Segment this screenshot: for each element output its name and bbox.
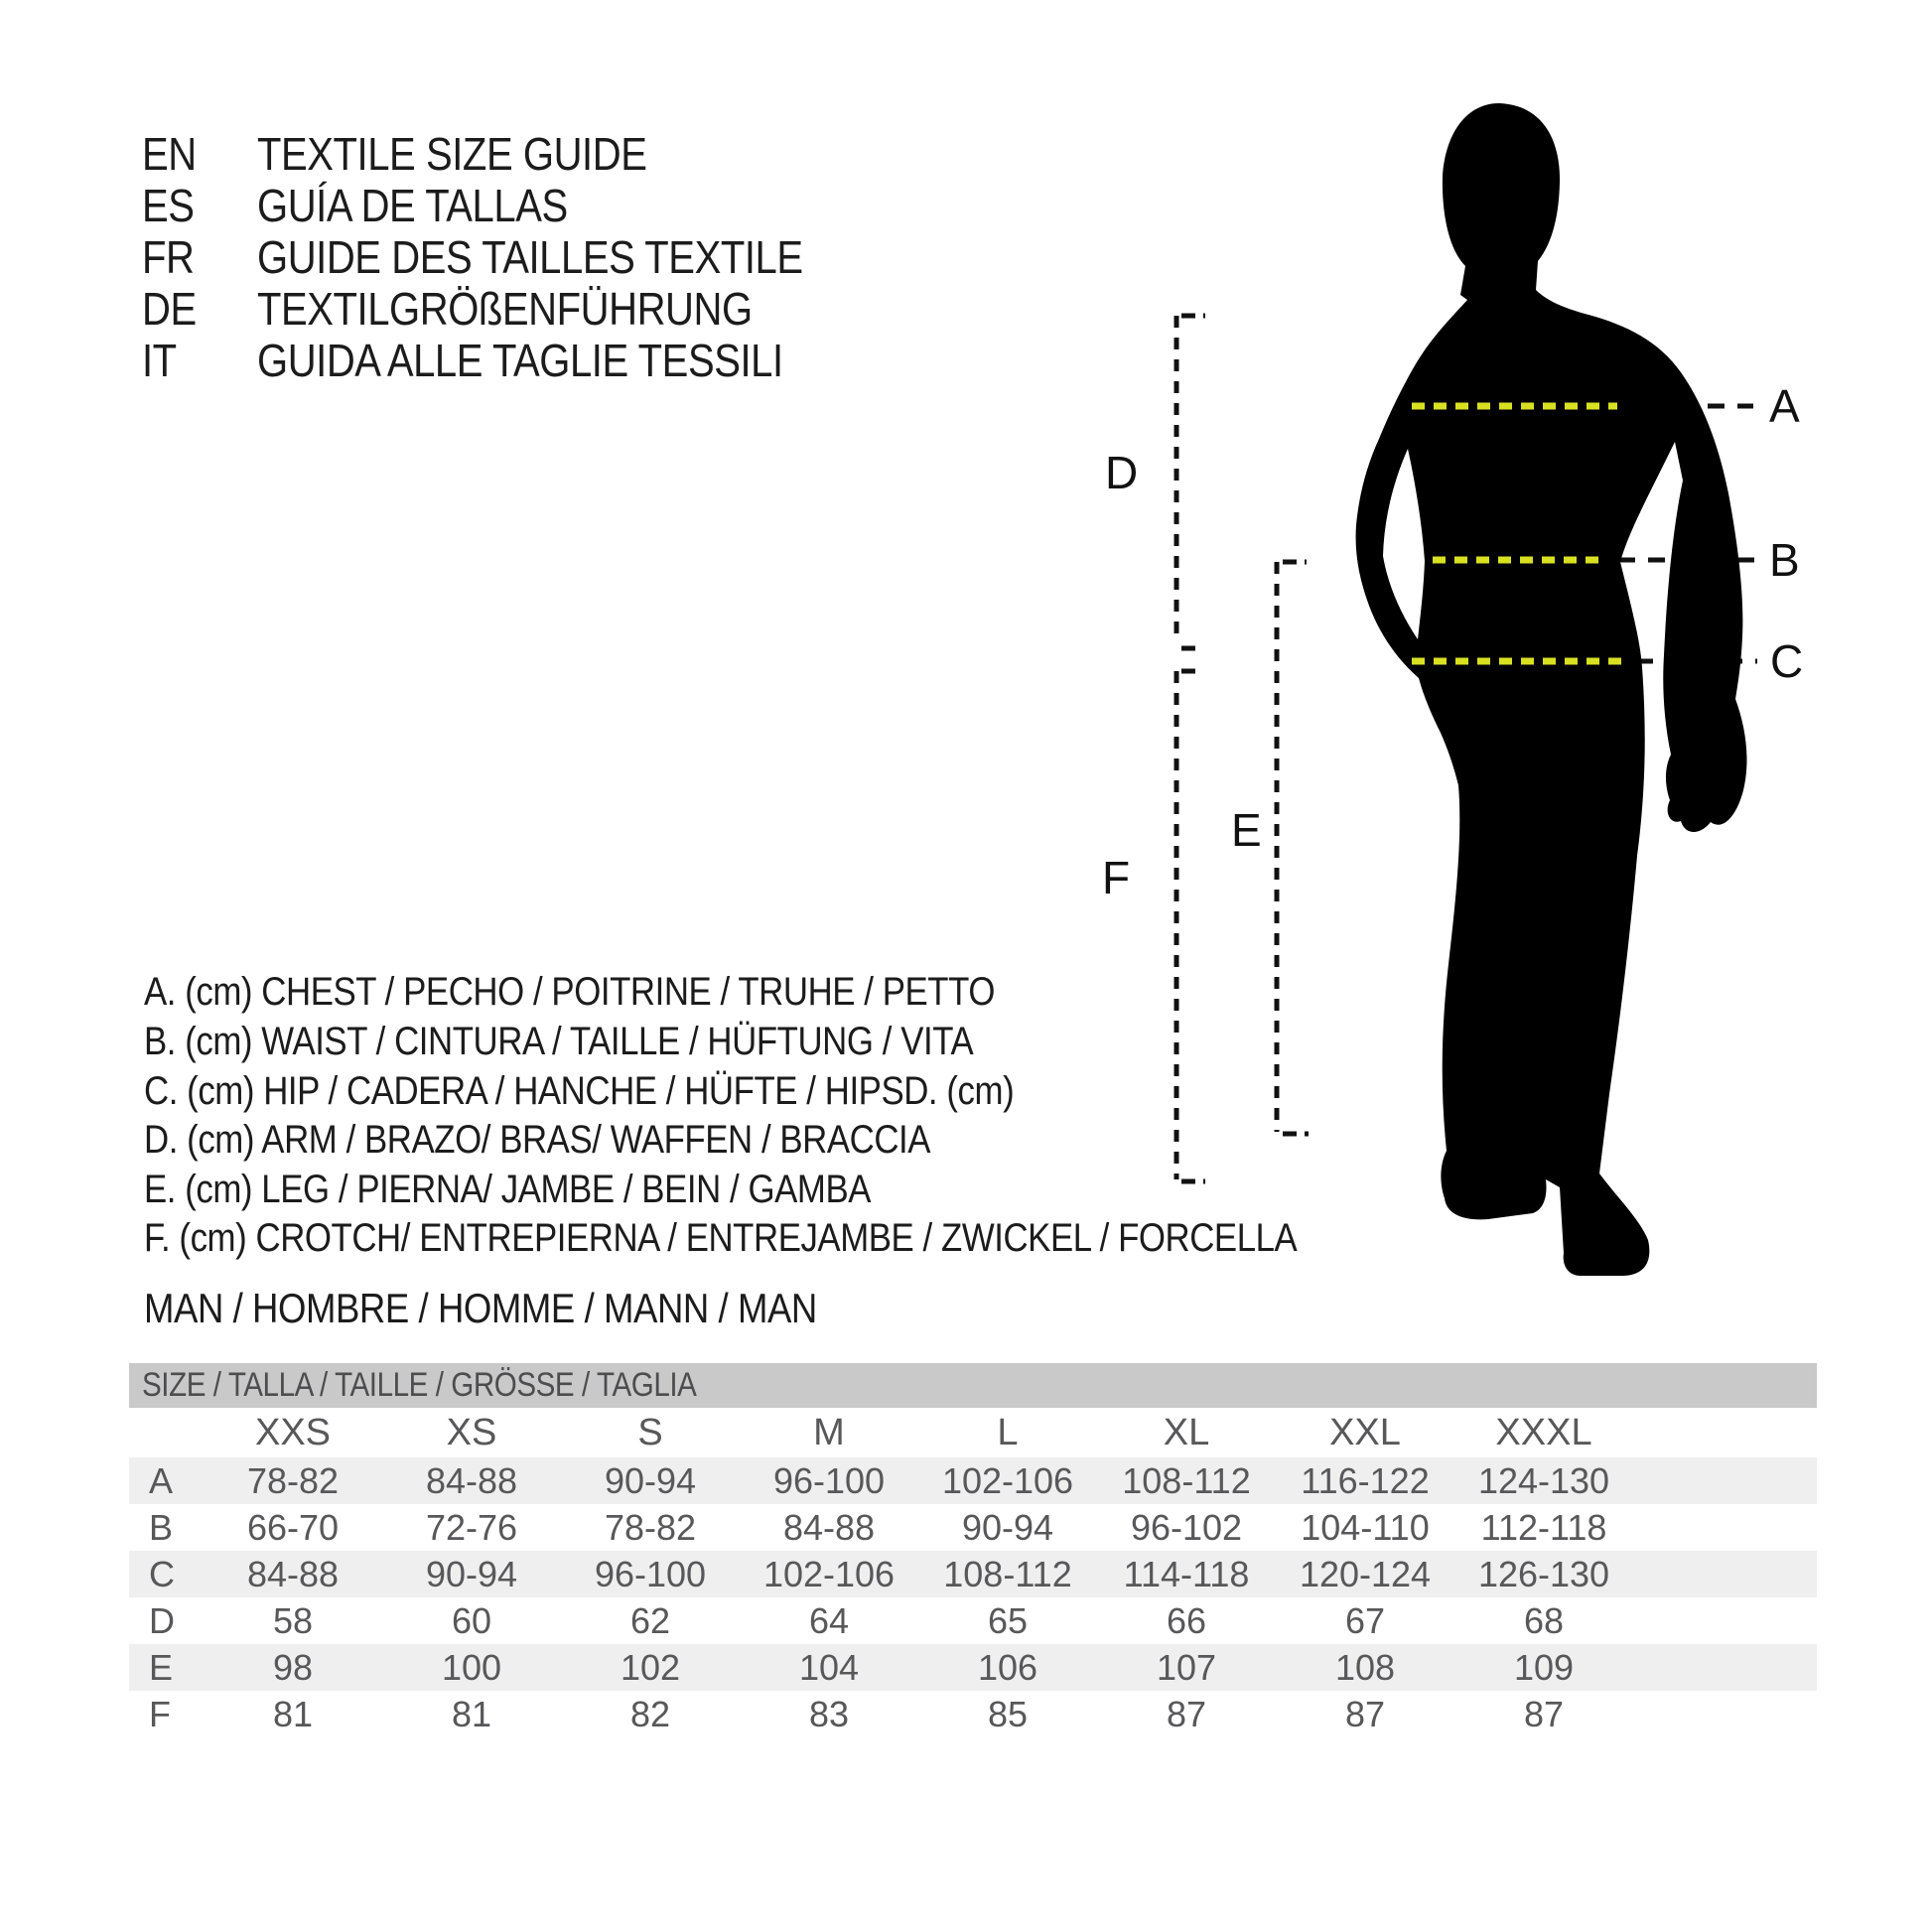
cell-d-xxl: 67 — [1344, 1599, 1386, 1641]
cell-d-m: 64 — [808, 1599, 850, 1641]
cell-d-s: 62 — [629, 1599, 671, 1641]
cell-e-xs: 100 — [441, 1646, 502, 1688]
man-silhouette — [1356, 103, 1747, 1276]
cell-a-xxxl: 124-130 — [1477, 1459, 1610, 1501]
cell-a-xxs: 78-82 — [246, 1459, 340, 1501]
cell-b-xxl: 104-110 — [1301, 1506, 1430, 1548]
legend-line-e: E. (cm) LEG / PIERNA/ JAMBE / BEIN / GAMBA — [144, 1167, 872, 1211]
cell-a-xs: 84-88 — [425, 1459, 518, 1501]
cell-c-m: 102-106 — [762, 1553, 896, 1594]
table-row-e — [129, 1644, 1817, 1691]
page-title-de: TEXTILGRÖßENFÜHRUNG — [257, 283, 753, 335]
cell-f-xxxl: 87 — [1523, 1693, 1565, 1734]
size-table-header-row — [129, 1408, 1817, 1457]
size-col-l: L — [997, 1411, 1019, 1453]
cell-b-s: 78-82 — [604, 1506, 697, 1548]
cell-f-xl: 87 — [1166, 1693, 1207, 1734]
page-title-en: TEXTILE SIZE GUIDE — [257, 128, 647, 180]
cell-c-xl: 114-118 — [1123, 1553, 1250, 1594]
size-col-s: S — [637, 1411, 663, 1453]
size-table-title: SIZE / TALLA / TAILLE / GRÖSSE / TAGLIA — [142, 1366, 697, 1404]
size-col-xs: XS — [446, 1411, 497, 1453]
cell-b-xxxl: 112-118 — [1480, 1506, 1607, 1548]
cell-a-m: 96-100 — [772, 1459, 886, 1501]
cell-f-xxl: 87 — [1344, 1693, 1386, 1734]
cell-b-xl: 96-102 — [1130, 1506, 1243, 1548]
row-label-b: B — [149, 1506, 174, 1548]
legend-line-d: D. (cm) ARM / BRAZO/ BRAS/ WAFFEN / BRACCIA — [144, 1117, 931, 1162]
cell-f-xxs: 81 — [272, 1693, 314, 1734]
lang-code-en: EN — [142, 128, 197, 180]
table-row-c — [129, 1551, 1817, 1597]
table-row-f — [129, 1691, 1817, 1737]
size-table — [129, 1363, 1817, 1737]
figure-label-f: F — [1102, 852, 1131, 903]
cell-b-l: 90-94 — [961, 1506, 1054, 1548]
size-col-xxxl: XXXL — [1495, 1411, 1592, 1453]
table-row-d — [129, 1597, 1817, 1644]
legend-line-b: B. (cm) WAIST / CINTURA / TAILLE / HÜFTUNG / VITA — [144, 1019, 974, 1063]
size-col-xxl: XXL — [1329, 1411, 1401, 1453]
row-label-a: A — [149, 1459, 174, 1501]
cell-d-xxxl: 68 — [1523, 1599, 1565, 1641]
figure-label-a: A — [1769, 380, 1800, 432]
lang-code-es: ES — [142, 180, 195, 231]
cell-f-xs: 81 — [451, 1693, 492, 1734]
figure-label-e: E — [1231, 804, 1262, 856]
page-title-es: GUÍA DE TALLAS — [257, 180, 568, 231]
cell-a-s: 90-94 — [604, 1459, 697, 1501]
row-label-d: D — [149, 1599, 175, 1641]
size-table-title-band — [129, 1363, 1817, 1408]
table-row-a — [129, 1457, 1817, 1504]
row-label-f: F — [149, 1693, 171, 1734]
cell-b-xs: 72-76 — [425, 1506, 518, 1548]
legend-line-a: A. (cm) CHEST / PECHO / POITRINE / TRUHE / PETTO — [144, 969, 995, 1014]
legend-line-c: C. (cm) HIP / CADERA / HANCHE / HÜFTE / HIPSD. (cm) — [144, 1068, 1015, 1113]
cell-e-s: 102 — [620, 1646, 681, 1688]
size-col-xl: XL — [1163, 1411, 1210, 1453]
cell-c-xxxl: 126-130 — [1477, 1553, 1610, 1594]
cell-b-m: 84-88 — [782, 1506, 876, 1548]
row-label-e: E — [149, 1646, 174, 1688]
category-line: MAN / HOMBRE / HOMME / MANN / MAN — [144, 1285, 817, 1331]
size-col-xxs: XXS — [254, 1411, 332, 1453]
cell-f-m: 83 — [808, 1693, 850, 1734]
cell-d-l: 65 — [987, 1599, 1029, 1641]
table-row-b — [129, 1504, 1817, 1551]
cell-c-l: 108-112 — [943, 1553, 1072, 1594]
figure-label-d: D — [1105, 447, 1139, 498]
vertical-measure-lines — [1176, 316, 1309, 1181]
row-label-c: C — [149, 1553, 175, 1594]
page-title-fr: GUIDE DES TAILLES TEXTILE — [257, 231, 803, 283]
measurement-figure — [1072, 89, 1807, 1301]
cell-d-xs: 60 — [451, 1599, 492, 1641]
cell-b-xxs: 66-70 — [246, 1506, 340, 1548]
cell-c-xxs: 84-88 — [246, 1553, 340, 1594]
cell-e-xl: 107 — [1156, 1646, 1217, 1688]
size-col-m: M — [813, 1411, 845, 1453]
cell-e-l: 106 — [977, 1646, 1038, 1688]
cell-e-m: 104 — [798, 1646, 860, 1688]
cell-a-l: 102-106 — [941, 1459, 1074, 1501]
lang-code-it: IT — [142, 335, 177, 386]
cell-f-s: 82 — [629, 1693, 671, 1734]
legend-line-f: F. (cm) CROTCH/ ENTREPIERNA / ENTREJAMBE / ZWICKEL / FORCELLA — [144, 1215, 1298, 1260]
cell-e-xxxl: 109 — [1513, 1646, 1575, 1688]
cell-a-xl: 108-112 — [1122, 1459, 1251, 1501]
figure-label-c: C — [1770, 635, 1804, 687]
cell-c-xs: 90-94 — [425, 1553, 518, 1594]
cell-d-xxs: 58 — [272, 1599, 314, 1641]
page-title-it: GUIDA ALLE TAGLIE TESSILI — [257, 335, 783, 386]
cell-c-xxl: 120-124 — [1299, 1553, 1432, 1594]
figure-label-b: B — [1769, 534, 1800, 586]
cell-c-s: 96-100 — [594, 1553, 707, 1594]
lang-code-fr: FR — [142, 231, 195, 283]
cell-e-xxl: 108 — [1334, 1646, 1396, 1688]
cell-f-l: 85 — [987, 1693, 1029, 1734]
cell-e-xxs: 98 — [272, 1646, 314, 1688]
cell-a-xxl: 116-122 — [1301, 1459, 1430, 1501]
lang-code-de: DE — [142, 283, 197, 335]
cell-d-xl: 66 — [1166, 1599, 1207, 1641]
